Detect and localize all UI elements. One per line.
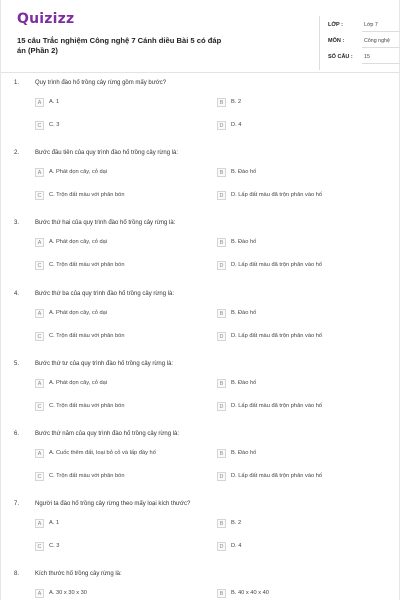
worksheet-header — [13, 8, 391, 72]
option-text: C. 3 — [49, 122, 60, 128]
option-letter-box[interactable]: B — [217, 168, 226, 177]
option-text: D. Lấp đất màu đã trộn phân vào hố — [231, 262, 323, 269]
meta-panel — [319, 16, 400, 70]
option-letter-box[interactable]: A — [35, 589, 44, 598]
option-letter-box[interactable]: D — [217, 191, 226, 200]
option-text: D. Lấp đất màu đã trộn phân vào hố — [231, 402, 323, 409]
meta-row-count — [328, 50, 400, 64]
question-text: Bước thứ ba của quy trình đào hố trồng cây rừng là: — [35, 290, 175, 297]
option-letter-box[interactable]: A — [35, 168, 44, 177]
option-letter-box[interactable]: D — [217, 472, 226, 481]
option-letter-box[interactable]: D — [217, 332, 226, 341]
meta-value: Lớp 7 — [364, 22, 378, 28]
option-text: D. 4 — [231, 122, 242, 128]
option-text: A. Phát dọn cây, cỏ dại — [49, 239, 108, 246]
option-text: B. Đào hố — [231, 450, 257, 456]
meta-row-subject — [328, 34, 400, 48]
meta-underline — [362, 47, 400, 48]
option-letter-box[interactable]: D — [217, 402, 226, 411]
option-text: A. Phát dọn cây, cỏ dại — [49, 169, 108, 176]
option-letter-box[interactable]: C — [35, 332, 44, 341]
option-letter-box[interactable]: B — [217, 238, 226, 247]
option-letter-box[interactable]: D — [217, 121, 226, 130]
option-text: C. Trộn đất màu với phân bón — [49, 473, 125, 479]
option-letter-box[interactable]: C — [35, 191, 44, 200]
option-text: C. 3 — [49, 543, 60, 550]
option-letter-box[interactable]: C — [35, 472, 44, 481]
option-letter-box[interactable]: C — [35, 121, 44, 130]
meta-label: MÔN : — [328, 38, 345, 44]
option-text: C. Trộn đất màu với phân bón — [49, 332, 125, 339]
option-letter-box[interactable]: C — [35, 542, 44, 551]
meta-label: SỐ CÂU : — [328, 54, 353, 60]
question-text: Kích thước hố trồng cây rừng là: — [35, 571, 122, 578]
question-text: Bước thứ tư của quy trình đào hố trồng cây rừng là: — [35, 360, 174, 367]
option-letter-box[interactable]: B — [217, 589, 226, 598]
option-letter-box[interactable]: A — [35, 238, 44, 247]
question-number: 1. — [14, 80, 20, 86]
option-letter-box[interactable]: A — [35, 309, 44, 318]
option-text: C. Trộn đất màu với phân bón — [49, 262, 125, 269]
question-number: 5. — [14, 360, 20, 367]
quizizz-logo: Quizizz — [17, 11, 75, 27]
option-letter-box[interactable]: C — [35, 402, 44, 411]
option-letter-box[interactable]: B — [217, 379, 226, 388]
option-text: C. Trộn đất màu với phân bón — [49, 402, 125, 409]
meta-value: 15 — [364, 54, 370, 60]
meta-underline — [362, 63, 400, 64]
option-letter-box[interactable]: A — [35, 98, 44, 107]
question-number: 7. — [14, 501, 20, 508]
question-text: Người ta đào hố trồng cây rừng theo mấy loại kích thước? — [35, 501, 191, 508]
option-text: B. Đào hố — [231, 239, 257, 246]
option-text: C. Trộn đất màu với phân bón — [49, 192, 125, 199]
option-letter-box[interactable]: A — [35, 449, 44, 458]
question-number: 3. — [14, 220, 20, 227]
option-letter-box[interactable]: A — [35, 519, 44, 528]
option-text: B. Đào hố — [231, 309, 257, 316]
option-text: B. 2 — [231, 520, 242, 527]
option-letter-box[interactable]: B — [217, 309, 226, 318]
option-text: B. 2 — [231, 99, 242, 105]
option-letter-box[interactable]: C — [35, 261, 44, 270]
option-letter-box[interactable]: B — [217, 519, 226, 528]
option-text: A. Phát dọn cây, cỏ dại — [49, 309, 108, 316]
option-letter-box[interactable]: B — [217, 449, 226, 458]
question-text: Bước đầu tiên của quy trình đào hố trồng cây rừng là: — [35, 150, 179, 157]
meta-underline — [362, 31, 400, 32]
question-text: Bước thứ hai của quy trình đào hố trồng cây rừng là: — [35, 220, 176, 227]
question-number: 8. — [14, 571, 20, 578]
meta-label: LỚP : — [328, 22, 343, 28]
option-text: A. Cuốc thêm đất, loại bỏ cỏ và lấp đầy hố — [49, 450, 156, 456]
option-text: B. 40 x 40 x 40 — [231, 590, 269, 597]
option-text: D. Lấp đất màu đã trộn phân vào hố — [231, 473, 323, 479]
option-text: A. 30 x 30 x 30 — [49, 590, 87, 597]
option-text: D. Lấp đất màu đã trộn phân vào hố — [231, 192, 323, 199]
option-text: B. Đào hố — [231, 169, 257, 176]
option-text: D. Lấp đất màu đã trộn phân vào hố — [231, 332, 323, 339]
option-text: A. 1 — [49, 520, 60, 527]
meta-value: Công nghệ — [364, 38, 390, 44]
worksheet-title: 15 câu Trắc nghiệm Công nghệ 7 Cánh diều Bài 5 có đáp án (Phần 2) — [17, 36, 222, 55]
question-number: 2. — [14, 150, 20, 157]
option-letter-box[interactable]: B — [217, 98, 226, 107]
option-letter-box[interactable]: D — [217, 542, 226, 551]
option-text: A. Phát dọn cây, cỏ dại — [49, 379, 108, 386]
header-divider — [1, 72, 400, 73]
option-letter-box[interactable]: A — [35, 379, 44, 388]
option-text: A. 1 — [49, 99, 60, 105]
meta-row-class — [328, 18, 400, 32]
option-letter-box[interactable]: D — [217, 261, 226, 270]
question-number: 6. — [14, 431, 20, 437]
question-text: Quy trình đào hố trồng cây rừng gồm mấy bước? — [35, 80, 167, 86]
option-text: B. Đào hố — [231, 379, 257, 386]
question-number: 4. — [14, 290, 20, 297]
question-text: Bước thứ năm của quy trình đào hố trồng cây rừng là: — [35, 431, 180, 437]
option-text: D. 4 — [231, 543, 242, 550]
